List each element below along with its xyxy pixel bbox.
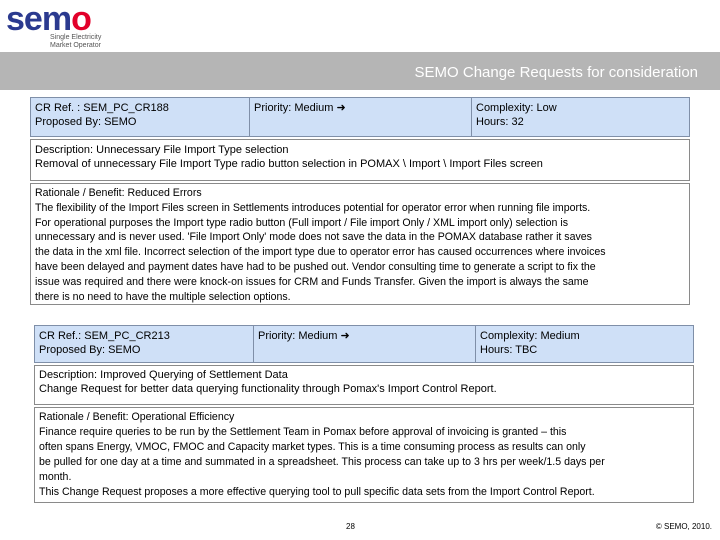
cr1-ref-cell (31, 98, 249, 136)
title-banner (0, 52, 720, 90)
cr2-rationale-line: often spans Energy, VMOC, FMOC and Capacity market types. This is a time consuming process as results can only (39, 441, 586, 453)
right-arrow-icon: ➜ (336, 102, 346, 114)
cr1-proposed-by: Proposed By: SEMO (35, 116, 137, 128)
cr2-header-row (34, 325, 694, 363)
cr2-ref: CR Ref.: SEM_PC_CR213 (39, 330, 170, 342)
cr1-priority-cell (249, 98, 471, 136)
cr2-complexity-cell (475, 326, 693, 362)
cr2-description-box (34, 365, 694, 405)
cr1-description-title: Description: Unnecessary File Import Type selection (35, 144, 289, 156)
cr2-hours: Hours: TBC (480, 344, 538, 356)
cr2-rationale-line: This Change Request proposes a more effective querying tool to pull specific data sets from the Import Control Report. (39, 486, 595, 498)
semo-logo (6, 0, 116, 50)
cr2-rationale-line: Finance require queries to be run by the Settlement Team in Pomax before approval of invoicing is granted – this (39, 426, 567, 438)
cr1-complexity-cell (471, 98, 689, 136)
cr2-rationale-line: month. (39, 471, 72, 483)
logo-wordmark: semo (6, 0, 91, 38)
cr1-rationale-line: there is no need to have the multiple selection options. (35, 290, 291, 303)
page-title: SEMO Change Requests for consideration (414, 64, 698, 81)
cr1-rationale-line: have been delayed and payment dates have had to be pushed out. Vendor consulting time to generate a script to fix the (35, 260, 596, 273)
cr1-rationale-line: unnecessary and is never used. 'File Import Only' mode does not save the data in the POMAX database rather it saves (35, 231, 592, 244)
cr1-rationale-line: The flexibility of the Import Files screen in Settlements introduces potential for operator error when running file imports. (35, 201, 591, 214)
cr1-rationale-title: Rationale / Benefit: Reduced Errors (35, 187, 202, 199)
cr2-ref-cell (35, 326, 253, 362)
cr2-proposed-by: Proposed By: SEMO (39, 344, 141, 356)
cr1-description-text: Removal of unnecessary File Import Type radio button selection in POMAX \ Import \ Import Files screen (35, 158, 543, 170)
cr1-ref: CR Ref. : SEM_PC_CR188 (35, 102, 169, 114)
page-number: 28 (346, 522, 355, 531)
cr1-description-box (30, 139, 690, 181)
cr1-rationale-box (30, 183, 690, 305)
logo-tagline: Single Electricity Market Operator (50, 34, 102, 49)
cr2-rationale-line: be pulled for one day at a time and summated in a spreadsheet. This process can take up to 3 hrs per week/1.5 days per (39, 456, 605, 468)
cr1-hours: Hours: 32 (476, 116, 524, 128)
right-arrow-icon: ➜ (340, 330, 350, 342)
cr2-rationale-title: Rationale / Benefit: Operational Efficiency (39, 411, 235, 423)
cr2-description-text: Change Request for better data querying functionality through Pomax's Import Control Report. (39, 383, 497, 395)
cr1-priority: Priority: Medium (254, 102, 334, 114)
cr1-rationale-line: For operational purposes the Import type radio button (Full import / File import Only / XML import only) selection is (35, 216, 569, 229)
cr2-rationale-box (34, 407, 694, 503)
cr2-complexity: Complexity: Medium (480, 330, 580, 342)
cr2-description-title: Description: Improved Querying of Settlement Data (39, 369, 288, 381)
cr2-priority-cell (253, 326, 475, 362)
cr1-header-row (30, 97, 690, 137)
cr1-complexity: Complexity: Low (476, 102, 557, 114)
copyright: © SEMO, 2010. (655, 522, 712, 531)
cr1-rationale-line: the data in the xml file. Incorrect selection of the import type due to operator error has caused occurrences where invoices (35, 246, 606, 259)
cr1-rationale-line: issue was required and there were knock-on issues for CRM and Funds Transfer. Given the import is always the same (35, 275, 589, 288)
cr2-priority: Priority: Medium (258, 330, 338, 342)
